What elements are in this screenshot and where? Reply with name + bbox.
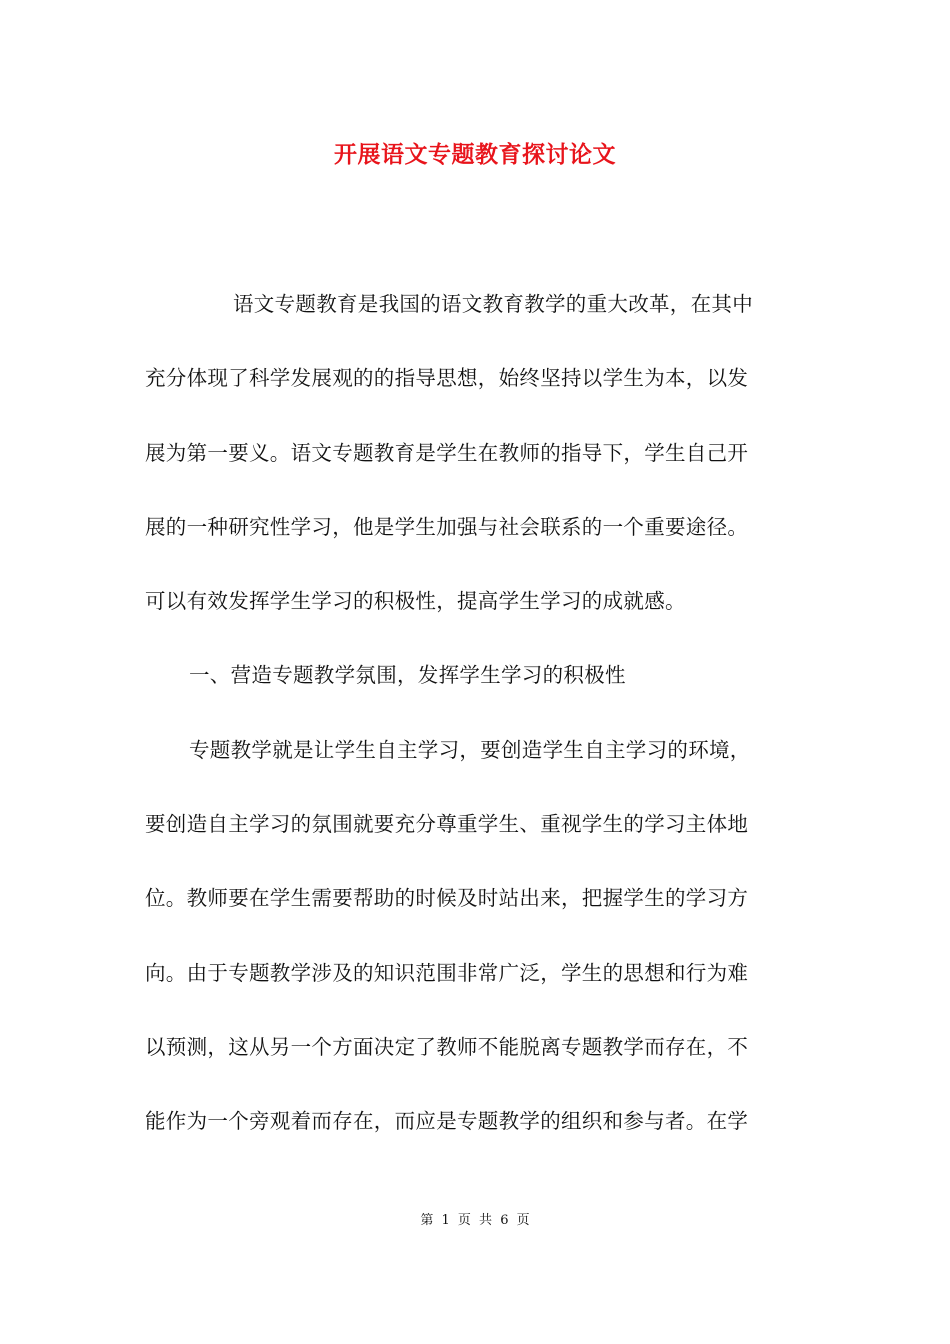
paragraph-line: 展为第一要义。语文专题教育是学生在教师的指导下，学生自己开: [145, 440, 749, 465]
paragraph-line: 能作为一个旁观着而存在，而应是专题教学的组织和参与者。在学: [145, 1109, 749, 1134]
paragraph-line: 位。教师要在学生需要帮助的时候及时站出来，把握学生的学习方: [145, 886, 749, 911]
paragraph-line: 充分体现了科学发展观的的指导思想，始终坚持以学生为本，以发: [145, 366, 749, 391]
paragraph-line: 要创造自主学习的氛围就要充分尊重学生、重视学生的学习主体地: [145, 812, 749, 837]
section-heading: 一、营造专题教学氛围，发挥学生学习的积极性: [189, 663, 626, 688]
paragraph-line: 展的一种研究性学习，他是学生加强与社会联系的一个重要途径。: [145, 514, 749, 539]
page-number: 第 1 页 共 6 页: [420, 1213, 530, 1228]
paragraph-line: 可以有效发挥学生学习的积极性，提高学生学习的成就感。: [145, 589, 686, 614]
paragraph-line: 以预测，这从另一个方面决定了教师不能脱离专题教学而存在，不: [145, 1034, 749, 1059]
document-body: [145, 267, 805, 1159]
document-title: 开展语文专题教育探讨论文: [334, 141, 616, 168]
paragraph-line: 专题教学就是让学生自主学习，要创造学生自主学习的环境，: [189, 737, 751, 762]
paragraph-line: 向。由于专题教学涉及的知识范围非常广泛，学生的思想和行为难: [145, 960, 749, 985]
paragraph-line: 语文专题教育是我国的语文教育教学的重大改革，在其中: [233, 292, 753, 316]
